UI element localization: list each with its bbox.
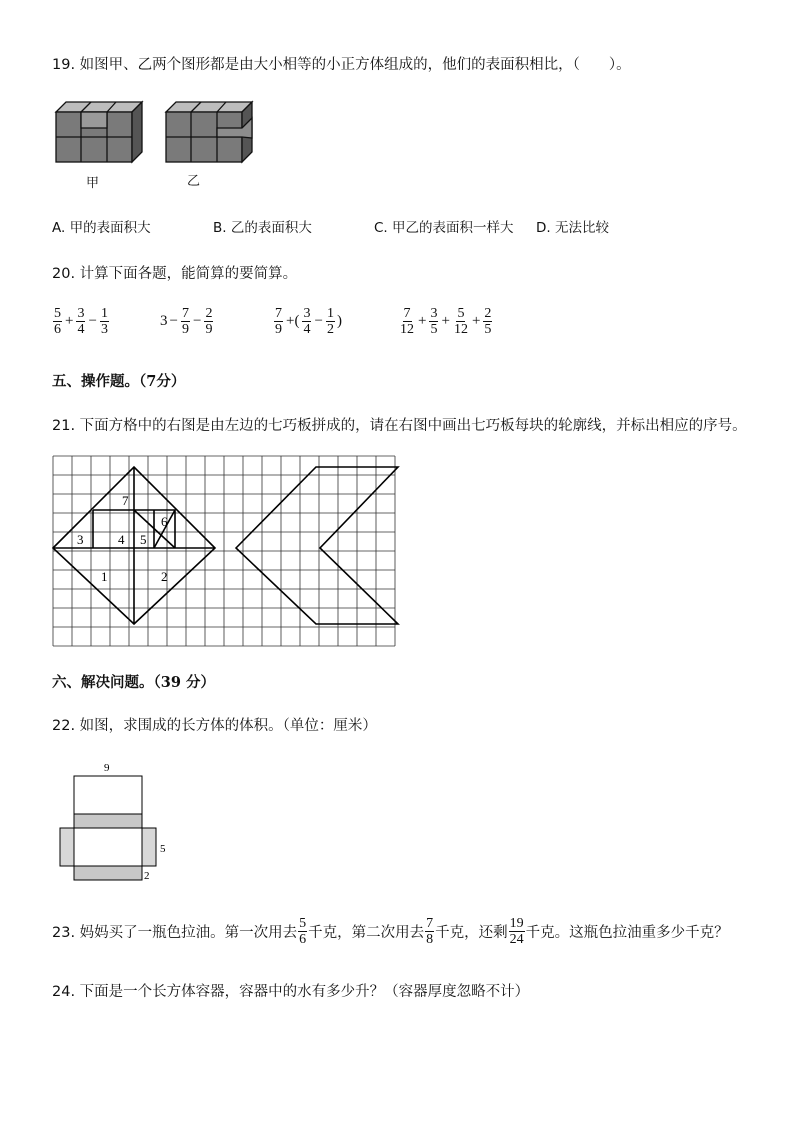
section-6-heading: 六、解决问题。（39 分）	[52, 674, 215, 691]
option-c: C. 甲乙的表面积一样大	[374, 220, 514, 236]
piece-label-6: 6	[161, 514, 168, 529]
piece-label-2: 2	[161, 569, 168, 584]
question-23: 23. 妈妈买了一瓶色拉油。第一次用去 $\frac{5}{6}$ 千克，第二次用去 $\frac{7}{8}$ 千克，还剩 $\frac{19}{24}$ 千克。这瓶色拉油重多少千克？	[52, 916, 729, 947]
figure-label-yi: 乙	[187, 174, 201, 189]
tangram-grid	[50, 453, 402, 648]
figure-label-jia: 甲	[86, 176, 100, 191]
option-b: B. 乙的表面积大	[213, 220, 312, 236]
expression-3: $\frac{7}{9}$ +( $\frac{3}{4}$ − $\frac{1}{2}$ )	[275, 306, 342, 337]
dim-label-right: 5	[160, 843, 166, 855]
cube-figures	[50, 98, 260, 193]
piece-label-5: 5	[140, 532, 147, 547]
expression-2: 3 − $\frac{7}{9}$ − $\frac{2}{9}$	[160, 306, 213, 337]
dim-label-bottom: 2	[144, 870, 150, 882]
question-20-text: 20. 计算下面各题，能简算的要简算。	[52, 266, 298, 282]
question-21-text: 21. 下面方格中的右图是由左边的七巧板拼成的，请在右图中画出七巧板每块的轮廓线，并标出相应的序号。	[52, 418, 747, 434]
piece-label-7: 7	[122, 493, 129, 508]
dim-label-top: 9	[104, 762, 110, 774]
option-a: A. 甲的表面积大	[52, 220, 151, 236]
question-22-text: 22. 如图，求围成的长方体的体积。（单位：厘米）	[52, 718, 377, 734]
piece-label-4: 4	[118, 532, 125, 547]
cuboid-net	[55, 758, 195, 888]
tangram-right-outline	[236, 467, 398, 624]
piece-label-3: 3	[77, 532, 84, 547]
grid-lines	[53, 456, 395, 646]
piece-label-1: 1	[101, 569, 108, 584]
question-19-text: 19. 如图甲、乙两个图形都是由大小相等的小正方体组成的，他们的表面积相比，（ ）。	[52, 57, 631, 73]
expression-4: $\frac{7}{12}$ + $\frac{3}{5}$ + $\frac{5}{12}$ + $\frac{2}{5}$	[400, 306, 492, 337]
expression-1: $\frac{5}{6}$ + $\frac{3}{4}$ − $\frac{1}{3}$	[54, 306, 108, 337]
question-24-text: 24. 下面是一个长方体容器，容器中的水有多少升？（容器厚度忽略不计）	[52, 984, 530, 1000]
option-d: D. 无法比较	[536, 220, 609, 236]
section-5-heading: 五、操作题。（7分）	[52, 373, 186, 390]
